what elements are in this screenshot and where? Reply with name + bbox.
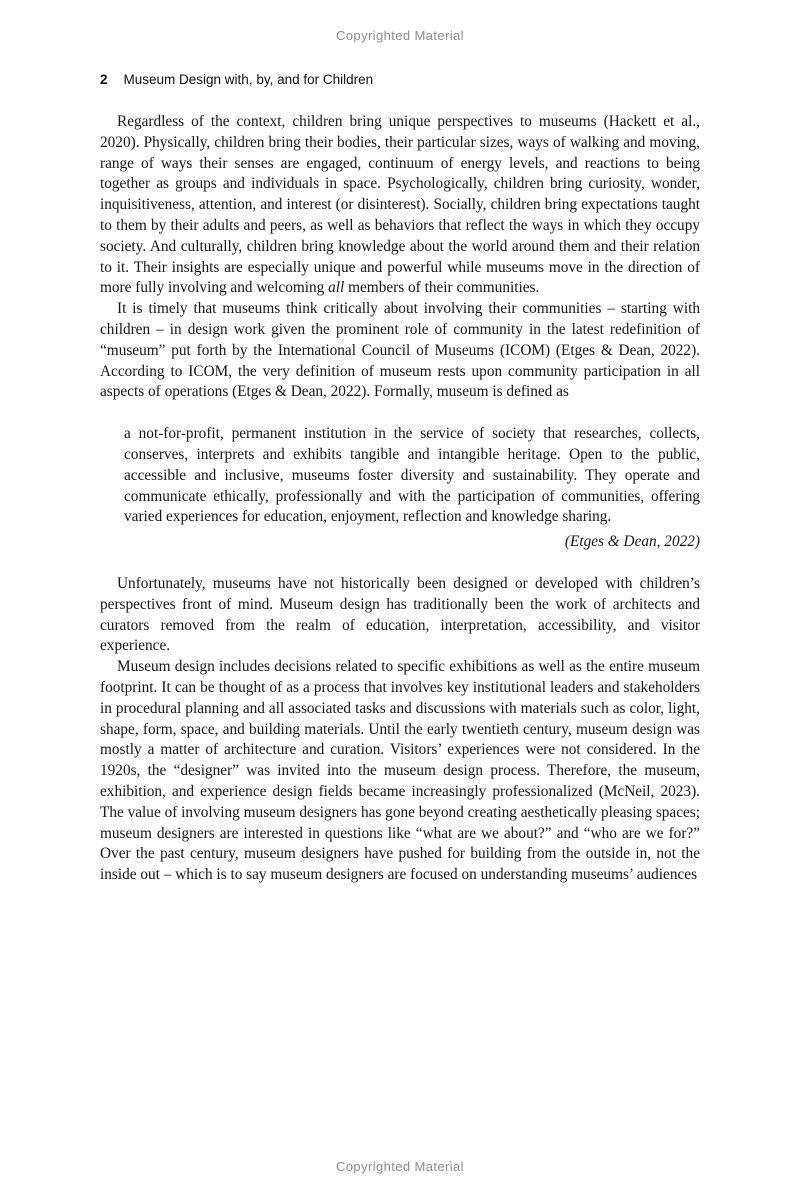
copyright-notice-bottom: Copyrighted Material: [336, 1159, 464, 1174]
paragraph-1-text-start: Regardless of the context, children bring unique perspectives to museums (Hackett et al., 2020). Physically, children bring their bodies, their particular sizes, ways of walking and moving, range of ways their senses are engaged, continuum of energy levels, and reactions to being together as groups and individuals in space. Psychologically, children bring curiosity, wonder, inquisitiveness, attention, and interest (or disinterest). Socially, children bring expectations taught to them by their adults and peers, as well as behaviors that reflect the ways in which they occupy society. And culturally, children bring knowledge about the world around them and their relation to it. Their insights are especially unique and powerful while museums move in the direction of more fully involving and welcoming: [100, 113, 700, 297]
paragraph-3: Unfortunately, museums have not historically been designed or developed with children’s perspectives front of mind. Museum design has traditionally been the work of architects and curators removed from the realm of education, interpretation, accessibility, and visitor experience.: [100, 574, 700, 655]
book-title: Museum Design with, by, and for Children: [123, 72, 374, 87]
paragraph-1: [100, 112, 700, 299]
paragraph-4: Museum design includes decisions related to specific exhibitions as well as the entire museum footprint. It can be thought of as a process that involves key institutional leaders and stakeholders in procedural planning and all associated tasks and discussions with materials such as color, light, shape, form, space, and building materials. Until the early twentieth century, museum design was mostly a matter of architecture and curation. Visitors’ experiences were not considered. In the 1920s, the “designer” was invited into the museum design process. Therefore, the museum, exhibition, and experience design fields became increasingly professionalized (McNeil, 2023). The value of involving museum designers has gone beyond creating aesthetically pleasing spaces; museum designers are interested in questions like “what are we about?” and “who are we for?” Over the past century, museum designers have pushed for building from the outside in, not the inside out – which is to say museum designers are focused on understanding museums’ audiences: [100, 658, 700, 884]
page-number: 2: [100, 72, 108, 87]
running-head: [100, 72, 700, 87]
paragraph-2: It is timely that museums think critically about involving their communities – starting with children – in design work given the prominent role of community in the latest redefinition of “museum” put forth by the International Council of Museums (ICOM) (Etges & Dean, 2022). According to ICOM, the very definition of museum rests upon community participation in all aspects of operations (Etges & Dean, 2022). Formally, museum is defined as: [100, 300, 700, 401]
paragraph-1-italic-word: all: [328, 279, 345, 297]
copyright-notice-top: Copyrighted Material: [336, 28, 464, 43]
paragraph-1-text-end: members of their communities.: [344, 279, 540, 297]
block-quote: a not-for-profit, permanent institution in the service of society that researches, collects, conserves, interprets and exhibits tangible and intangible heritage. Open to the public, accessible and inclusive, museums foster diversity and sustainability. They operate and communicate ethically, professionally and with the participation of communities, offering varied experiences for education, enjoyment, reflection and knowledge sharing.: [124, 425, 700, 526]
quote-attribution: (Etges & Dean, 2022): [564, 533, 700, 551]
body-text: [100, 112, 700, 886]
